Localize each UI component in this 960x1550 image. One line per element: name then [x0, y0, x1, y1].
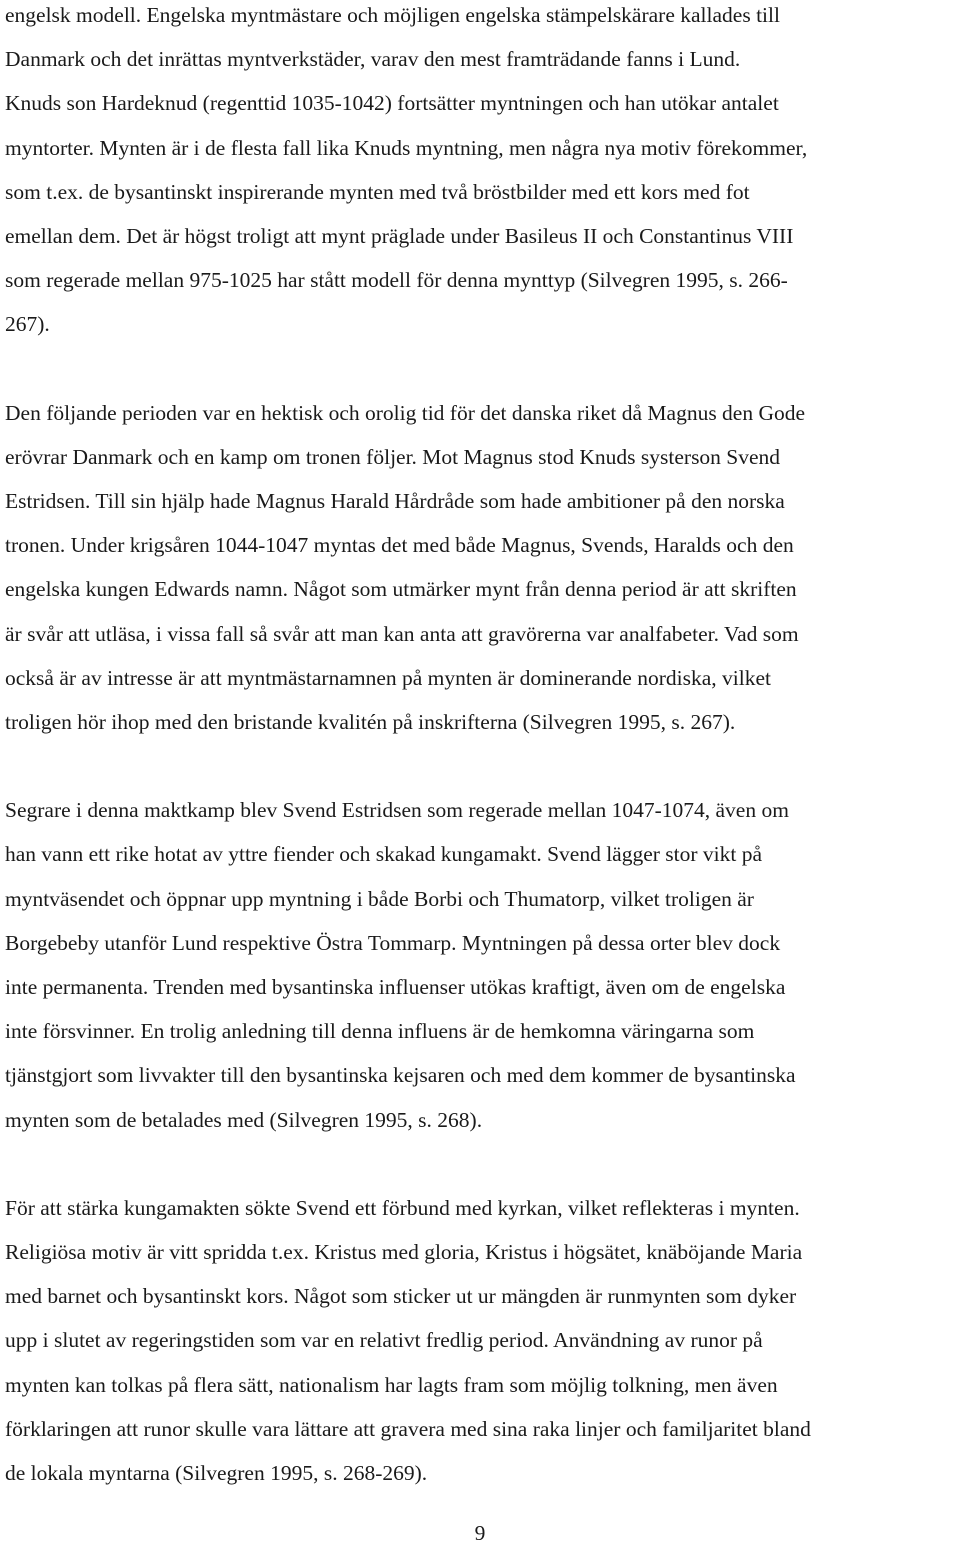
text-line: han vann ett rike hotat av yttre fiender och skakad kungamakt. Svend lägger stor vikt på	[5, 842, 763, 867]
text-line: också är av intresse är att myntmästarnamnen på mynten är dominerande nordiska, vilket	[5, 665, 771, 690]
text-line: Den följande perioden var en hektisk och orolig tid för det danska riket då Magnus den Gode	[5, 400, 806, 425]
text-line: förklaringen att runor skulle vara lättare att gravera med sina raka linjer och familjaritet bland	[5, 1416, 811, 1441]
paragraph	[5, 391, 960, 745]
text-line: emellan dem. Det är högst troligt att mynt präglade under Basileus II och Constantinus VIII	[5, 224, 794, 249]
paragraph	[5, 0, 960, 347]
text-line: Borgebeby utanför Lund respektive Östra Tommarp. Myntningen på dessa orter blev dock	[5, 930, 781, 955]
text-line: är svår att utläsa, i vissa fall så svår att man kan anta att gravörerna var analfabeter. Vad som	[5, 621, 799, 646]
text-line: Religiösa motiv är vitt spridda t.ex. Kristus med gloria, Kristus i högsätet, knäböjande Maria	[5, 1240, 803, 1265]
text-line: inte försvinner. En trolig anledning till denna influens är de hemkomna väringarna som	[5, 1019, 755, 1044]
text-line: Knuds son Hardeknud (regenttid 1035-1042) fortsätter myntningen och han utökar antalet	[5, 91, 779, 116]
text-line: inte permanenta. Trenden med bysantinska influenser utökas kraftigt, även om de engelska	[5, 975, 786, 1000]
text-line: mynten kan tolkas på flera sätt, nationalism har lagts fram som möjlig tolkning, men även	[5, 1372, 778, 1397]
text-line: tronen. Under krigsåren 1044-1047 myntas det med både Magnus, Svends, Haralds och den	[5, 533, 794, 558]
text-line: engelska kungen Edwards namn. Något som utmärker mynt från denna period är att skriften	[5, 577, 797, 602]
text-line: 267).	[5, 312, 50, 337]
paragraph	[5, 788, 960, 1142]
text-line: med barnet och bysantinskt kors. Något som sticker ut ur mängden är runmynten som dyker	[5, 1284, 797, 1309]
text-line: myntorter. Mynten är i de flesta fall lika Knuds myntning, men några nya motiv förekommer,	[5, 135, 808, 160]
text-line: som regerade mellan 975-1025 har stått modell för denna mynttyp (Silvegren 1995, s. 266-	[5, 268, 788, 293]
body-text	[5, 0, 960, 1539]
text-line: de lokala myntarna (Silvegren 1995, s. 268-269).	[5, 1461, 428, 1486]
text-line: tjänstgjort som livvakter till den bysantinska kejsaren och med dem kommer de bysantinska	[5, 1063, 796, 1088]
text-line: För att stärka kungamakten sökte Svend ett förbund med kyrkan, vilket reflekteras i mynten.	[5, 1195, 800, 1220]
text-line: Danmark och det inrättas myntverkstäder, varav den mest framträdande fanns i Lund.	[5, 47, 741, 72]
text-line: troligen hör ihop med den bristande kvalitén på inskrifterna (Silvegren 1995, s. 267).	[5, 710, 736, 735]
text-line: upp i slutet av regeringstiden som var en relativt fredlig period. Användning av runor på	[5, 1328, 763, 1353]
page-number: 9	[474, 1521, 486, 1545]
text-line: engelsk modell. Engelska myntmästare och möjligen engelska stämpelskärare kallades till	[5, 3, 780, 27]
text-line: som t.ex. de bysantinskt inspirerande mynten med två bröstbilder med ett kors med fot	[5, 179, 750, 204]
text-line: Estridsen. Till sin hjälp hade Magnus Harald Hårdråde som hade ambitioner på den norska	[5, 489, 785, 514]
text-line: Segrare i denna maktkamp blev Svend Estridsen som regerade mellan 1047-1074, även om	[5, 798, 789, 823]
text-line: mynten som de betalades med (Silvegren 1995, s. 268).	[5, 1107, 483, 1132]
text-line: myntväsendet och öppnar upp myntning i både Borbi och Thumatorp, vilket troligen är	[5, 886, 754, 911]
text-line: erövrar Danmark och en kamp om tronen följer. Mot Magnus stod Knuds systerson Svend	[5, 444, 781, 469]
paragraph	[5, 1186, 960, 1495]
